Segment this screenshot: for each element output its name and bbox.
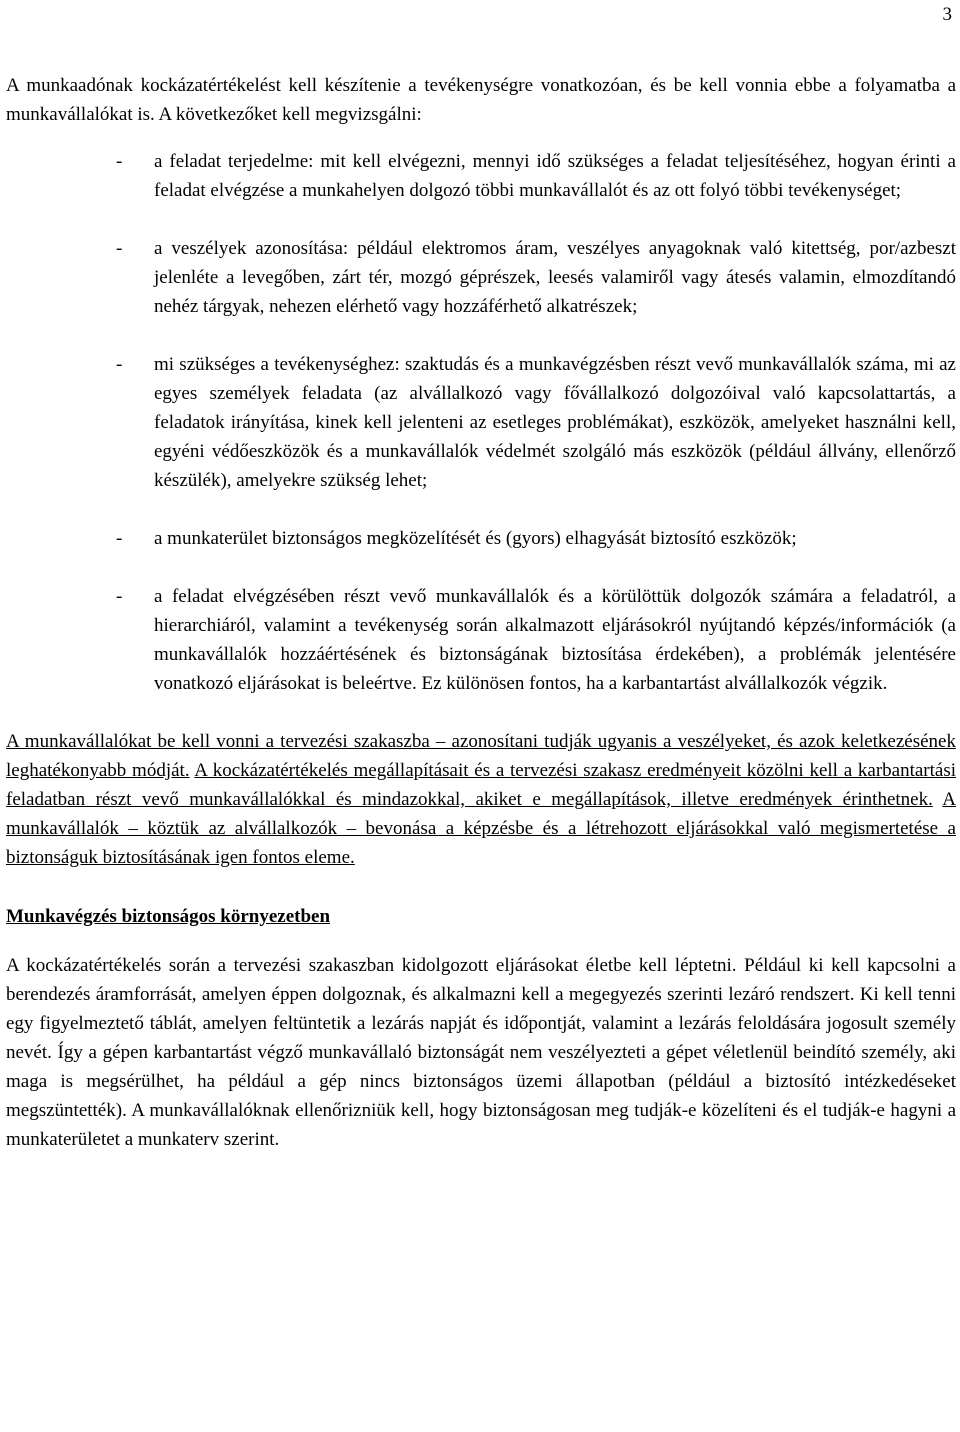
underlined-sentence-2: A kockázatértékelés megállapításait és a tervezési szakasz eredményeit közölni kell a karbantartási feladatban részt vevő munkavállalókkal és mindazokkal, akiket e megállapítások, illetve eredmények érinthetnek.: [6, 760, 957, 810]
page-number: 3: [942, 4, 952, 25]
section-heading: Munkavégzés biztonságos környezetben: [6, 906, 331, 927]
document-body: [6, 71, 956, 1154]
list-dash: -: [116, 354, 123, 375]
list-item-text: mi szükséges a tevékenységhez: szaktudás és a munkavégzésben részt vevő munkavállalók száma, mi az egyes személyek feladata (az alvállalkozó vagy fővállalkozó dolgozóival való kapcsolattartás, a feladatok irányítása, kinek kell jelenteni az esetleges problémákat), eszközök, amelyeket használni kell, egyéni védőeszközök és a munkavállalók védelmét szolgáló más eszközök (például állvány, ellenőrző készülék), amelyekre szükség lehet;: [154, 354, 956, 491]
section-body: A kockázatértékelés során a tervezési szakaszban kidolgozott eljárásokat életbe kell léptetni. Például ki kell kapcsolni a berendezés áramforrását, amelyen éppen dolgoznak, és alkalmazni kell a megegyezés szerinti lezáró rendszert. Ki kell tenni egy figyelmeztető táblát, amelyen feltüntetik a lezárás napját és időpontját, valamint a lezárás feloldására jogosult személy nevét. Így a gépen karbantartást végző munkavállaló biztonságát nem veszélyezteti a gépet véletlenül beindító személy, aki maga is megsérülhet, ha például a gép nincs biztonságos üzemi állapotban (például a biztosító intézkedéseket megszüntették). A munkavállalóknak ellenőrizniük kell, hogy biztonságosan meg tudják-e közelíteni és el tudják-e hagyni a munkaterületet a munkaterv szerint.: [6, 955, 956, 1150]
list-item: [6, 147, 956, 205]
list-dash: -: [116, 151, 123, 172]
assessment-list: [6, 147, 956, 698]
list-item-text: a feladat elvégzésében részt vevő munkavállalók és a körülöttük dolgozók számára a feladatról, a hierarchiáról, valamint a tevékenység során alkalmazott eljárásokról nyújtandó képzés/információk (a munkavállalók hozzáértésének és biztonságának biztosítása érdekében), a problémák jelentésére vonatkozó eljárásokat is beleértve. Ez különösen fontos, ha a karbantartást alvállalkozók végzik.: [154, 586, 956, 694]
list-dash: -: [116, 528, 123, 549]
underlined-sentence-3: A munkavállalók – köztük az alvállalkozók – bevonása a képzésbe és a létrehozott eljárásokkal való megismertetése a biztonságuk biztosításának igen fontos eleme.: [6, 789, 956, 868]
list-item: [6, 524, 956, 553]
list-dash: -: [116, 238, 123, 259]
underlined-paragraph: [6, 727, 956, 872]
list-dash: -: [116, 586, 123, 607]
list-item-text: a munkaterület biztonságos megközelítését és (gyors) elhagyását biztosító eszközök;: [154, 528, 797, 549]
list-item: [6, 582, 956, 698]
list-item-text: a veszélyek azonosítása: például elektromos áram, veszélyes anyagoknak való kitettség, por/azbeszt jelenléte a levegőben, zárt tér, mozgó géprészek, leesés valamiről vagy átesés valamin, elmozdítandó nehéz tárgyak, nehezen elérhető vagy hozzáférhető alkatrészek;: [154, 238, 956, 317]
list-item-text: a feladat terjedelme: mit kell elvégezni, mennyi idő szükséges a feladat teljesítéséhez, hogyan érinti a feladat elvégzése a munkahelyen dolgozó többi munkavállalót és az ott folyó többi tevékenységet;: [154, 151, 956, 201]
intro-paragraph: A munkaadónak kockázatértékelést kell készítenie a tevékenységre vonatkozóan, és be kell vonnia ebbe a folyamatba a munkavállalókat is. A következőket kell megvizsgálni:: [6, 75, 956, 125]
list-item: [6, 234, 956, 321]
underlined-sentence-1: A munkavállalókat be kell vonni a tervezési szakaszba – azonosítani tudják ugyanis a veszélyeket, és azok keletkezésének leghatékonyabb módját.: [6, 731, 956, 781]
list-item: [6, 350, 956, 495]
